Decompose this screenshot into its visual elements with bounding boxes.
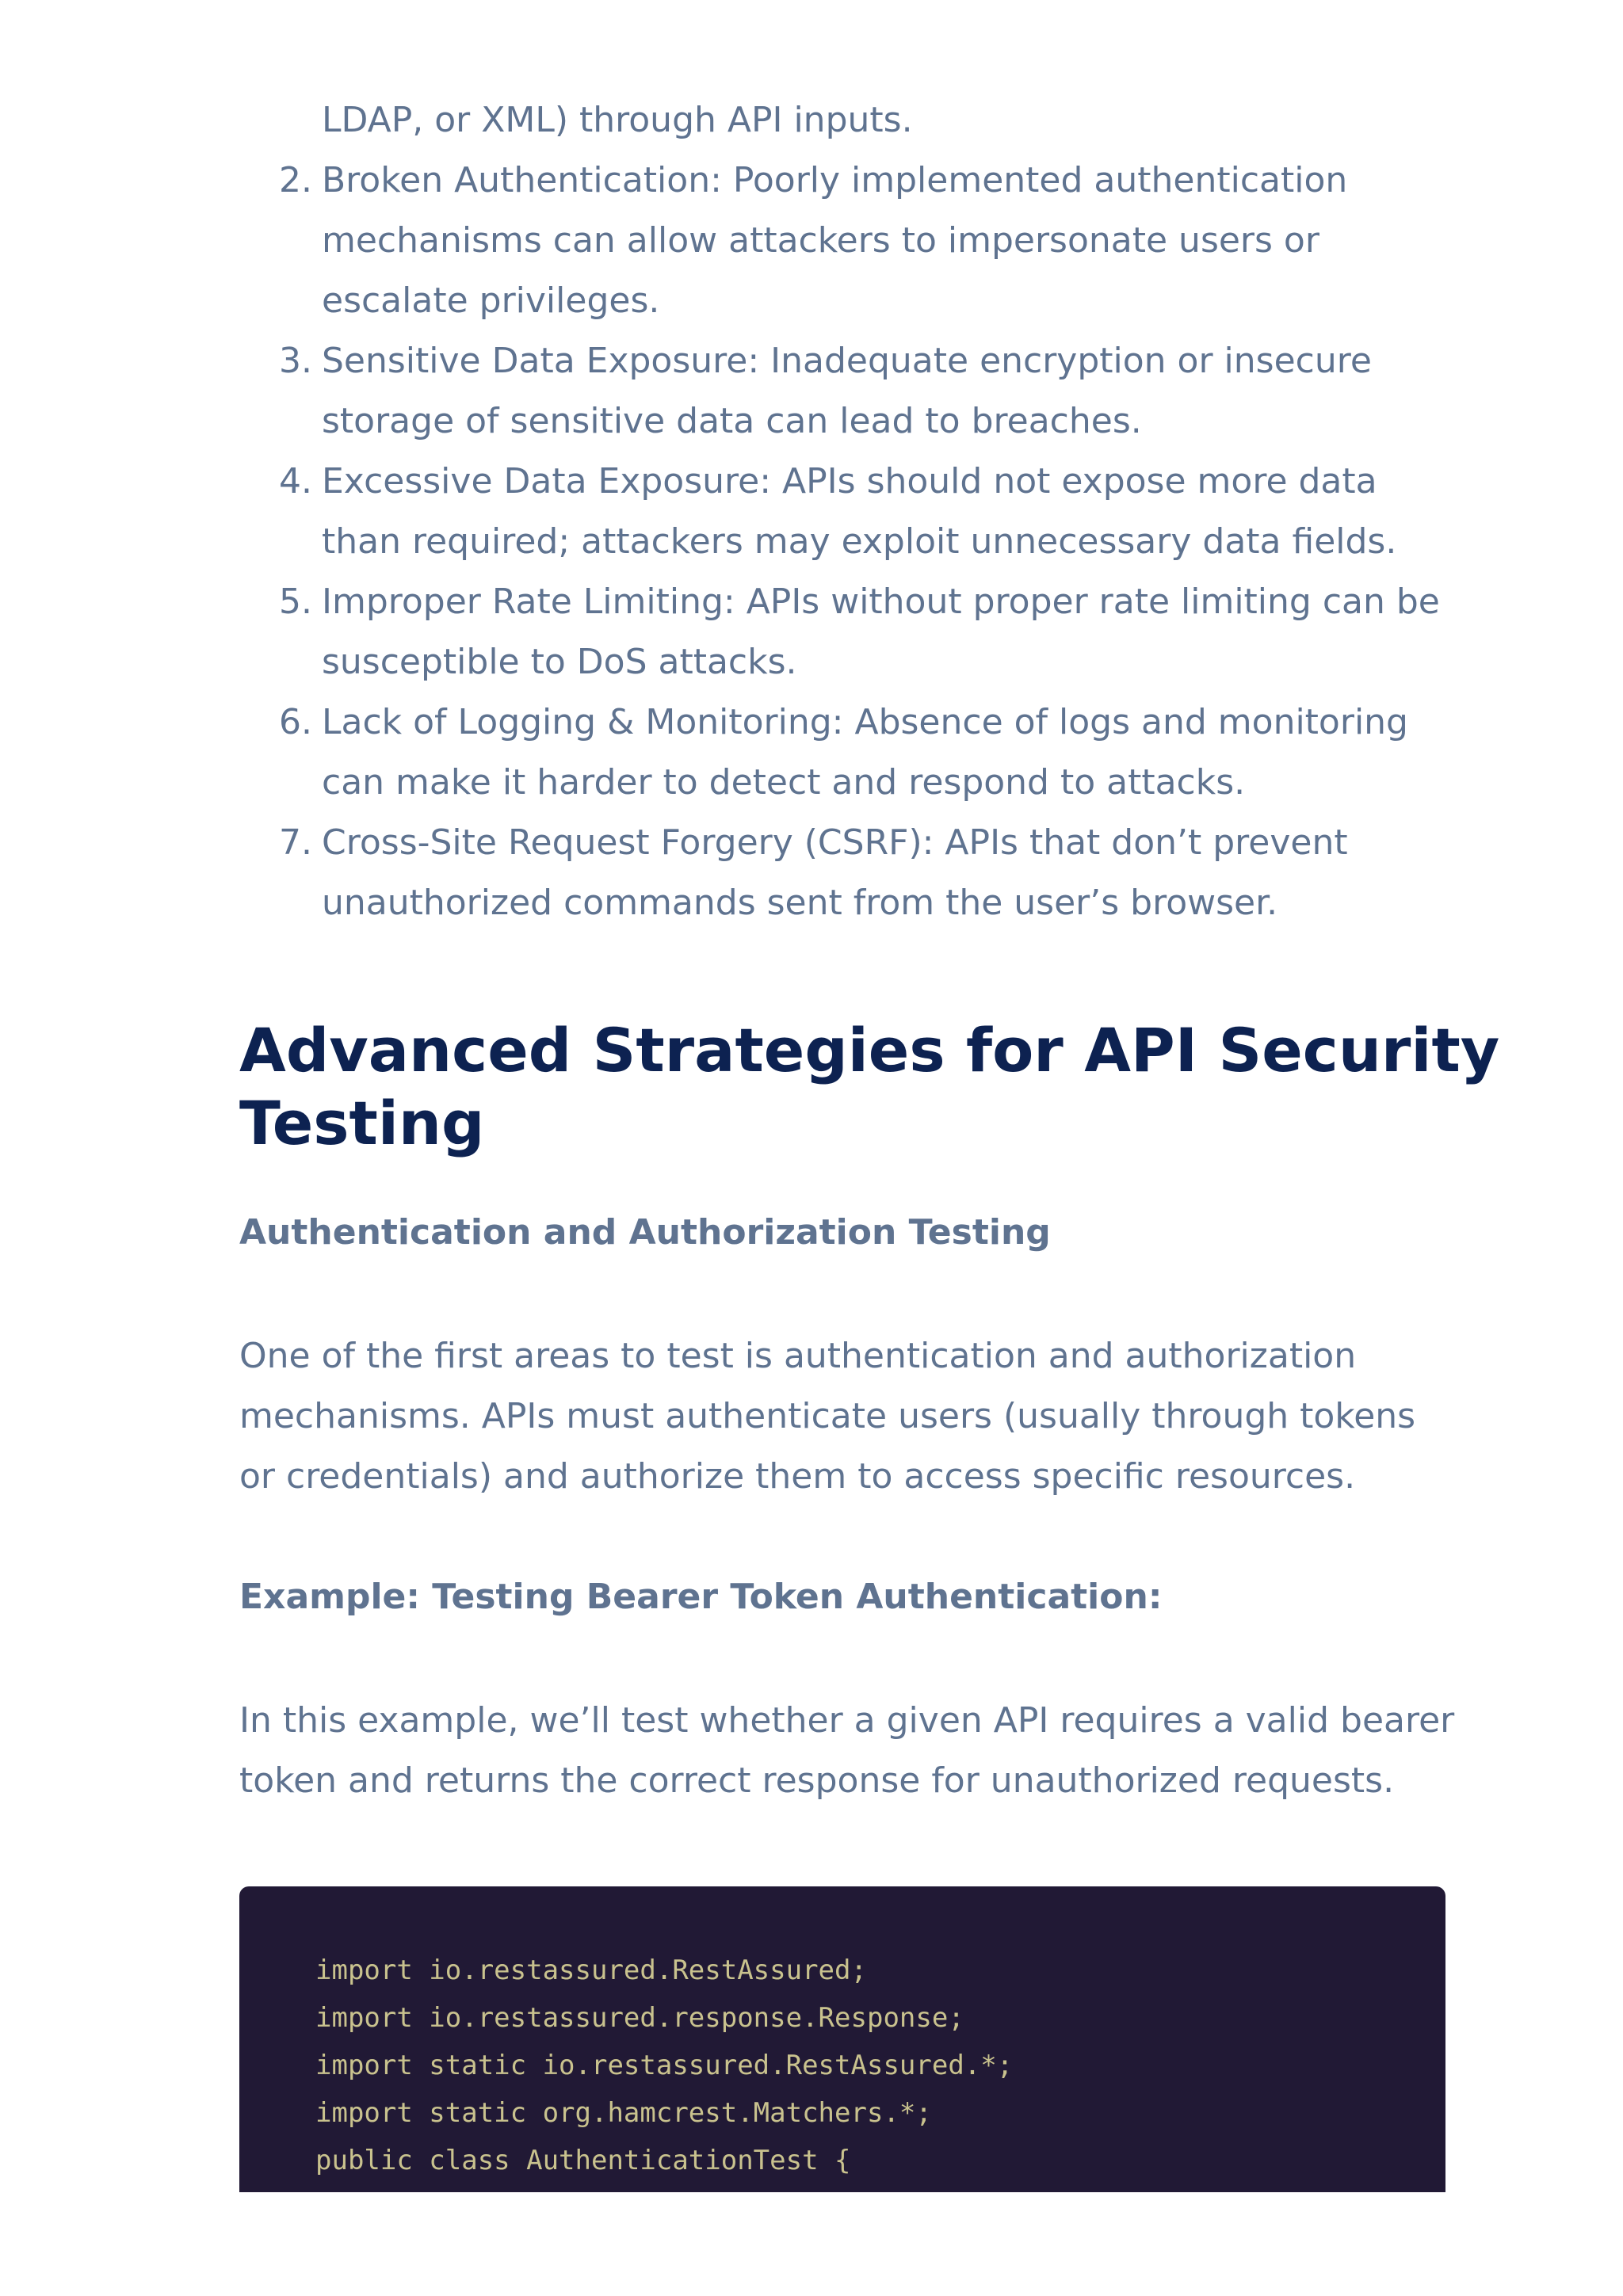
subheading-auth-testing: Authentication and Authorization Testing bbox=[239, 1212, 1051, 1253]
list-text-line: unauthorized commands sent from the user’s browser. bbox=[322, 883, 1278, 923]
list-text-line: storage of sensitive data can lead to breaches. bbox=[322, 401, 1142, 441]
code-line: import static io.restassured.RestAssured.*; bbox=[315, 2050, 1014, 2081]
list-item bbox=[239, 692, 1408, 813]
list-item-1-continuation: LDAP, or XML) through API inputs. bbox=[322, 100, 913, 140]
list-text-line: Excessive Data Exposure: APIs should not expose more data bbox=[322, 461, 1377, 502]
list-number: 7. bbox=[279, 822, 312, 863]
list-item bbox=[239, 331, 1372, 452]
paragraph-line: mechanisms. APIs must authenticate users (usually through tokens bbox=[239, 1396, 1416, 1436]
paragraph-line: or credentials) and authorize them to access specific resources. bbox=[239, 1456, 1356, 1497]
list-number: 6. bbox=[279, 702, 312, 742]
list-item bbox=[239, 572, 1440, 692]
code-line: import static org.hamcrest.Matchers.*; bbox=[315, 2097, 932, 2129]
paragraph-line: In this example, we’ll test whether a given API requires a valid bearer bbox=[239, 1700, 1455, 1741]
code-line: import io.restassured.response.Response; bbox=[315, 2002, 964, 2034]
paragraph-line: token and returns the correct response for unauthorized requests. bbox=[239, 1760, 1395, 1801]
code-block[interactable] bbox=[239, 1886, 1445, 2192]
list-item bbox=[239, 452, 1396, 572]
list-number: 2. bbox=[279, 160, 312, 200]
list-text-line: can make it harder to detect and respond to attacks. bbox=[322, 762, 1246, 803]
code-line: public class AuthenticationTest { bbox=[315, 2145, 851, 2176]
heading-line: Advanced Strategies for API Security bbox=[239, 1015, 1500, 1085]
list-text-line: mechanisms can allow attackers to impersonate users or bbox=[322, 220, 1319, 261]
list-text-line: Sensitive Data Exposure: Inadequate encryption or insecure bbox=[322, 341, 1372, 381]
paragraph-line: One of the first areas to test is authentication and authorization bbox=[239, 1336, 1357, 1376]
list-number: 5. bbox=[279, 582, 312, 622]
list-item bbox=[239, 813, 1348, 933]
list-text-line: escalate privileges. bbox=[322, 280, 660, 321]
heading-line: Testing bbox=[239, 1088, 485, 1158]
list-item bbox=[239, 151, 1347, 331]
example-paragraph bbox=[239, 1691, 1455, 1811]
list-text-line: Broken Authentication: Poorly implemented authentication bbox=[322, 160, 1348, 200]
list-text-line: Improper Rate Limiting: APIs without proper rate limiting can be bbox=[322, 582, 1440, 622]
code-line: import io.restassured.RestAssured; bbox=[315, 1955, 867, 1986]
list-text-line: than required; attackers may exploit unnecessary data fields. bbox=[322, 521, 1397, 562]
auth-paragraph bbox=[239, 1326, 1444, 1507]
list-text-line: Cross-Site Request Forgery (CSRF): APIs that don’t prevent bbox=[322, 822, 1348, 863]
list-text-line: susceptible to DoS attacks. bbox=[322, 642, 797, 682]
list-number: 3. bbox=[279, 341, 312, 381]
list-text-line: Lack of Logging & Monitoring: Absence of logs and monitoring bbox=[322, 702, 1408, 742]
list-number: 4. bbox=[279, 461, 312, 502]
section-heading bbox=[239, 1014, 1500, 1160]
subheading-bearer-example: Example: Testing Bearer Token Authentication: bbox=[239, 1577, 1163, 1617]
